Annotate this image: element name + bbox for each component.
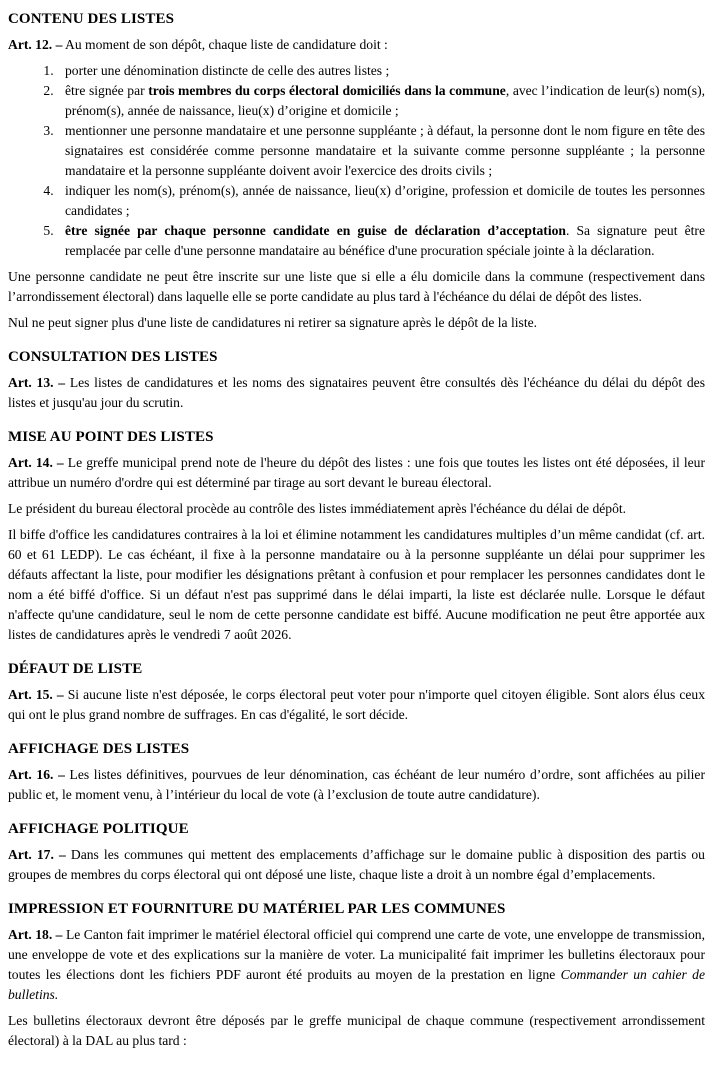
article-14-label: Art. 14. – [8, 455, 64, 470]
article-16-label: Art. 16. – [8, 767, 65, 782]
paragraph-domicile: Une personne candidate ne peut être inscrite sur une liste que si elle a élu domicile dans la commune (respectivement dans l’arrondissement électoral) dans laquelle elle se porte candidate au plus tard à l'échéance du délai de dépôt des listes. [8, 269, 705, 304]
article-13-label: Art. 13. – [8, 375, 66, 390]
article-16 [8, 765, 705, 805]
list-item-5-bold: être signée par chaque personne candidate en guise de déclaration d’acceptation [65, 223, 566, 238]
article-15-label: Art. 15. – [8, 687, 64, 702]
article-12-intro [8, 35, 705, 55]
section-heading-contenu-des-listes: CONTENU DES LISTES [8, 11, 175, 27]
list-item-mandataire-suppleante: 3. mentionner une personne mandataire et une personne suppléante ; à défaut, la personne dont le nom figure en tête des signataires est considérée comme personne mandataire et la suivante comme personne suppléante ; la personne mandataire et la personne suppléante doivent avoir l'exercice des droits civils ; [57, 121, 705, 181]
article-17-label: Art. 17. – [8, 847, 66, 862]
section-heading-affichage-politique: AFFICHAGE POLITIQUE [8, 821, 189, 837]
article-17-text: Dans les communes qui mettent des emplacements d’affichage sur le domaine public à disposition des partis ou groupes de membres du corps électoral qui ont déposé une liste, chaque liste a droit à un nombre égal d’emplacements. [8, 847, 705, 882]
article-18-paragraph-2: Les bulletins électoraux devront être déposés par le greffe municipal de chaque commune (respectivement arrondissement électoral) à la DAL au plus tard : [8, 1013, 705, 1048]
list-item-5-post: . Sa signature peut être remplacée par celle d'une personne mandataire au bénéfice d'une procuration spéciale jointe à la déclaration. [65, 223, 705, 258]
article-18-text: Le Canton fait imprimer le matériel électoral officiel qui comprend une carte de vote, une enveloppe de transmission, une enveloppe de vote et des explications sur la manière de voter. La municipalité fait imprimer les bulletins électoraux pour toutes les élections dont les fichiers PDF auront été produits au moyen de la prestation en ligne [8, 927, 705, 982]
document-page [8, 9, 705, 1051]
section-heading-mise-au-point: MISE AU POINT DES LISTES [8, 429, 214, 445]
section-heading-defaut-de-liste: DÉFAUT DE LISTE [8, 661, 143, 677]
section-heading-impression-fourniture: IMPRESSION ET FOURNITURE DU MATÉRIEL PAR LES COMMUNES [8, 901, 506, 917]
article-13-text: Les listes de candidatures et les noms des signataires peuvent être consultés dès l'échéance du délai du dépôt des listes et jusqu'au jour du scrutin. [8, 375, 705, 410]
article-15 [8, 685, 705, 725]
list-item-indiquer-noms: 4. indiquer les nom(s), prénom(s), année de naissance, lieu(x) d’origine, profession et domicile de toutes les personnes candidates ; [57, 181, 705, 221]
article-12-label: Art. 12. – [8, 37, 63, 52]
article-13 [8, 373, 705, 413]
article-14-paragraph-2: Le président du bureau électoral procède au contrôle des listes immédiatement après l'échéance du délai de dépôt. [8, 501, 627, 516]
section-heading-consultation-des-listes: CONSULTATION DES LISTES [8, 349, 218, 365]
list-item-signature-membres [57, 81, 705, 121]
article-16-text: Les listes définitives, pourvues de leur dénomination, cas échéant de leur numéro d’ordre, sont affichées au pilier public et, le moment venu, à l’intérieur du local de vote (à l’exclusion de toute autre candidature). [8, 767, 705, 802]
article-17 [8, 845, 705, 885]
list-item-signature-candidats [57, 221, 705, 261]
section-heading-affichage-des-listes: AFFICHAGE DES LISTES [8, 741, 190, 757]
list-item-2-pre: être signée par [65, 83, 149, 98]
article-14-paragraph-3: Il biffe d'office les candidatures contraires à la loi et élimine notamment les candidatures multiples d’un même candidat (cf. art. 60 et 61 LEDP). Le cas échéant, il fixe à la personne mandataire ou à la personne suppléante un délai pour supprimer les défauts affectant la liste, pour modifier les désignations prêtant à confusion et pour remplacer les personnes candidates dont le nom a été biffé d'office. Si un défaut n'est pas supprimé dans le délai imparti, la liste est déclarée nulle. Lorsque le défaut n'affecte qu'une candidature, seul le nom de cette personne candidate est biffé. Aucune modification ne peut être apportée aux listes de candidatures après le vendredi 7 août 2026. [8, 527, 705, 642]
list-item-2-post: , avec l’indication de leur(s) nom(s), prénom(s), année de naissance, lieu(x) d’origine et domicile ; [65, 83, 705, 118]
article-12-intro-text: Au moment de son dépôt, chaque liste de candidature doit : [65, 37, 388, 52]
paragraph-signature-unique: Nul ne peut signer plus d'une liste de candidatures ni retirer sa signature après le dépôt de la liste. [8, 315, 538, 330]
article-18-italic-link-title: Commander un cahier de bulletins. [8, 967, 706, 1002]
article-18 [8, 925, 705, 1005]
list-item-denomination: 1. porter une dénomination distincte de celle des autres listes ; [57, 61, 705, 81]
list-item-2-bold: trois membres du corps électoral domiciliés dans la commune [148, 83, 506, 98]
article-12-requirements-list [8, 61, 705, 261]
article-15-text: Si aucune liste n'est déposée, le corps électoral peut voter pour n'importe quel citoyen éligible. Sont alors élus ceux qui ont le plus grand nombre de suffrages. En cas d'égalité, le sort décide. [8, 687, 705, 722]
article-14-text: Le greffe municipal prend note de l'heure du dépôt des listes : une fois que toutes les listes ont été déposées, il leur attribue un numéro d'ordre qui est déterminé par tirage au sort devant le bureau électoral. [8, 455, 705, 490]
article-18-label: Art. 18. – [8, 927, 63, 942]
article-14 [8, 453, 705, 493]
